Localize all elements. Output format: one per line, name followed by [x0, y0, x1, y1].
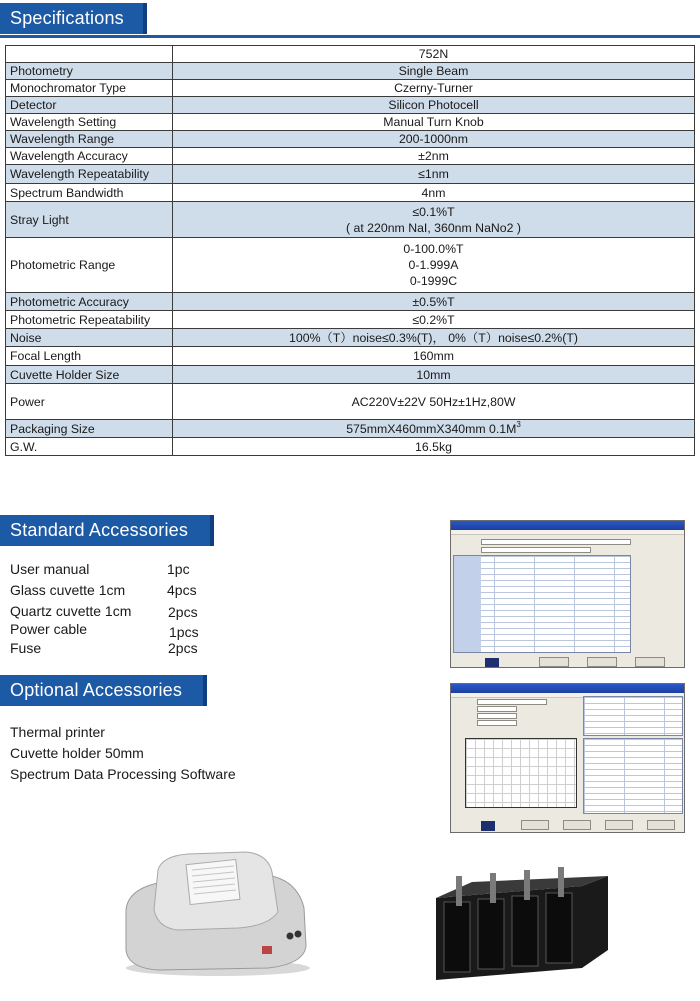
spec-row	[6, 148, 695, 165]
spec-value-line: 0-1.999A	[408, 258, 459, 272]
spec-value-line: 16.5kg	[415, 439, 452, 454]
accessory-quantity: 1pcs	[169, 624, 199, 640]
spec-label: Noise	[6, 329, 173, 347]
spec-label: Detector	[6, 97, 173, 114]
spec-label: Packaging Size	[6, 420, 173, 438]
spec-value-line: 0-100.0%T	[403, 242, 464, 256]
spec-value	[173, 293, 695, 311]
spec-value	[173, 438, 695, 456]
spec-value	[173, 97, 695, 114]
spec-label: Photometric Accuracy	[6, 293, 173, 311]
spec-value	[173, 114, 695, 131]
spec-row	[6, 329, 695, 347]
spec-label: Power	[6, 384, 173, 420]
spec-value	[173, 131, 695, 148]
spec-label: Photometric Range	[6, 238, 173, 293]
spec-value	[173, 366, 695, 384]
spec-value-line: 4nm	[421, 185, 446, 200]
spec-value-line: 100%（T）noise≤0.3%(T)， 0%（T）noise≤0.2%(T)	[289, 330, 578, 345]
spec-row	[6, 165, 695, 184]
spec-label: Spectrum Bandwidth	[6, 184, 173, 202]
spec-value	[173, 384, 695, 420]
spec-header-blank	[6, 46, 173, 63]
spec-value-line: ±0.5%T	[412, 294, 455, 309]
spec-row	[6, 97, 695, 114]
spec-row	[6, 293, 695, 311]
spec-label: Wavelength Range	[6, 131, 173, 148]
accessory-quantity: 1pc	[167, 561, 190, 577]
spec-value	[173, 63, 695, 80]
spec-label: Focal Length	[6, 347, 173, 366]
accessory-quantity: 2pcs	[168, 640, 198, 656]
spec-value-line: ≤1nm	[418, 167, 449, 181]
spec-row	[6, 131, 695, 148]
spec-value	[173, 311, 695, 329]
accessory-quantity: 4pcs	[167, 582, 197, 598]
spec-label: Stray Light	[6, 202, 173, 238]
spec-row	[6, 438, 695, 456]
spec-row	[6, 80, 695, 97]
spec-value-line: ≤0.2%T	[412, 312, 455, 327]
spec-row	[6, 63, 695, 80]
thermal-printer-image	[118, 850, 318, 980]
spec-value	[173, 165, 695, 184]
spec-value-line: ±2nm	[418, 149, 449, 163]
spec-value	[173, 238, 695, 293]
accessory-name: Glass cuvette 1cm	[10, 582, 126, 598]
spec-row	[6, 202, 695, 238]
specifications-heading: Specifications	[0, 3, 147, 34]
spec-row	[6, 347, 695, 366]
accessory-quantity: 2pcs	[168, 604, 198, 620]
spec-value	[173, 80, 695, 97]
spec-row	[6, 366, 695, 384]
accessory-name: User manual	[10, 561, 90, 577]
spec-value-line: 200-1000nm	[398, 132, 469, 146]
spec-value-line: 575mmX460mmX340mm 0.1M	[346, 422, 517, 436]
standard-accessories-heading: Standard Accessories	[0, 515, 214, 546]
spec-label: Cuvette Holder Size	[6, 366, 173, 384]
optional-accessory-item: Spectrum Data Processing Software	[10, 766, 236, 782]
spec-label: Photometry	[6, 63, 173, 80]
spec-value-line: Czerny-Turner	[394, 81, 473, 95]
spec-row	[6, 311, 695, 329]
spec-value-line: AC220V±22V 50Hz±1Hz,80W	[351, 394, 516, 409]
accessory-name: Fuse	[10, 640, 42, 656]
spec-value	[173, 148, 695, 165]
spec-value-line: ( at 220nm NaI, 360nm NaNo2 )	[346, 220, 521, 235]
spec-value-superscript: 3	[516, 420, 521, 429]
spec-value	[173, 329, 695, 347]
spec-value-line: 0-1999C	[409, 274, 458, 288]
accessory-name: Quartz cuvette 1cm	[10, 603, 132, 619]
optional-accessory-item: Cuvette holder 50mm	[10, 745, 144, 761]
spec-row	[6, 184, 695, 202]
optional-accessory-item: Thermal printer	[10, 724, 105, 740]
specifications-rule	[0, 35, 700, 38]
spec-row	[6, 114, 695, 131]
spec-label: Wavelength Accuracy	[6, 148, 173, 165]
spec-model-cell: 752N	[173, 46, 695, 63]
spec-value-line: 10mm	[416, 367, 451, 382]
spec-value	[173, 184, 695, 202]
specifications-table	[5, 45, 695, 456]
spec-label: Monochromator Type	[6, 80, 173, 97]
spec-value-line: Silicon Photocell	[388, 98, 479, 112]
spec-label: Wavelength Repeatability	[6, 165, 173, 184]
spec-row	[6, 420, 695, 438]
software-screenshot-data-mode	[450, 520, 685, 668]
accessory-name: Power cable	[10, 621, 88, 637]
optional-accessories-heading: Optional Accessories	[0, 675, 207, 706]
spec-value-line: 160mm	[412, 349, 454, 363]
software-screenshot-quantitative-analysis	[450, 683, 685, 833]
spec-label: Photometric Repeatability	[6, 311, 173, 329]
cuvette-holder-image	[432, 858, 610, 986]
spec-value-line: Manual Turn Knob	[383, 115, 484, 129]
spec-row	[6, 238, 695, 293]
spec-value	[173, 347, 695, 366]
spec-value	[173, 420, 695, 438]
spec-label: Wavelength Setting	[6, 114, 173, 131]
spec-value	[173, 202, 695, 238]
spec-label: G.W.	[6, 438, 173, 456]
spec-value-line: ≤0.1%T	[412, 204, 455, 219]
spec-value-line: Single Beam	[398, 64, 469, 78]
spec-row	[6, 384, 695, 420]
